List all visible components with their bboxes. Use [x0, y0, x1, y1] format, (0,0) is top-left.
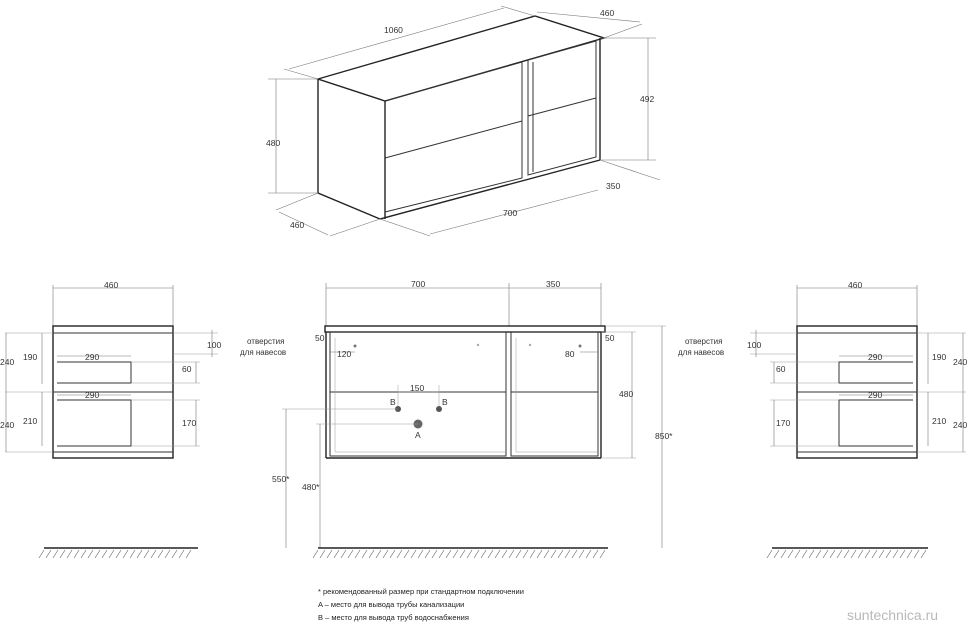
- floor-hatch: [369, 550, 374, 558]
- floor-hatch: [509, 550, 514, 558]
- floor-hatch: [53, 550, 58, 558]
- floor-hatch: [858, 550, 863, 558]
- floor-hatch: [914, 550, 919, 558]
- holes-label-right-1: отверстия: [685, 337, 723, 346]
- floor-hatch: [397, 550, 402, 558]
- floor-hatch: [530, 550, 535, 558]
- floor-hatch: [586, 550, 591, 558]
- iso-left-frame: [385, 62, 522, 212]
- floor-hatch: [879, 550, 884, 558]
- iso-top-surface: [318, 16, 604, 101]
- floor-hatch: [341, 550, 346, 558]
- right-drawer-bottom-label: 210: [932, 416, 947, 426]
- floor-hatch: [376, 550, 381, 558]
- front-w-small-label: 350: [546, 279, 561, 289]
- right-hole-offset: 100: [747, 340, 762, 350]
- floor-hatch: [823, 550, 828, 558]
- floor-hatch: [88, 550, 93, 558]
- right-hanging-hole: [579, 345, 582, 348]
- front-w-main-label: 700: [411, 279, 426, 289]
- floor-hatch: [502, 550, 507, 558]
- floor-hatch: [95, 550, 100, 558]
- floor-hatch: [900, 550, 905, 558]
- iso-front-main-label: 700: [503, 208, 518, 218]
- floor-hatch: [67, 550, 72, 558]
- left-inner-bottom-w: 290: [85, 390, 100, 400]
- floor-hatch: [123, 550, 128, 558]
- floor-hatch: [151, 550, 156, 558]
- iso-height-left-label: 480: [266, 138, 281, 148]
- front-d80: 80: [565, 349, 575, 359]
- floor-hatch: [781, 550, 786, 558]
- legend-line-1: * рекомендованный размер при стандартном подключении: [318, 587, 524, 596]
- floor-hatch: [767, 550, 772, 558]
- front-right-frame: [511, 332, 598, 456]
- floor-hatch: [544, 550, 549, 558]
- floor-hatch: [453, 550, 458, 558]
- floor-hatch: [886, 550, 891, 558]
- front-h480b: 480*: [302, 482, 320, 492]
- floor-hatch: [320, 550, 325, 558]
- floor-hatch: [802, 550, 807, 558]
- floor-hatch: [158, 550, 163, 558]
- floor-hatch: [165, 550, 170, 558]
- floor-hatch: [558, 550, 563, 558]
- floor-hatch: [46, 550, 51, 558]
- floor-hatch: [474, 550, 479, 558]
- left-inner-top-w: 290: [85, 352, 100, 362]
- floor-hatch: [327, 550, 332, 558]
- floor-hatch: [774, 550, 779, 558]
- floor-hatch: [74, 550, 79, 558]
- left-inner-bottom-h: 170: [182, 418, 197, 428]
- pipe-b-left-label: B: [390, 397, 396, 407]
- left-h-bottom-label: 240: [0, 420, 15, 430]
- front-h480: 480: [619, 389, 634, 399]
- front-h550: 550*: [272, 474, 290, 484]
- floor-hatch: [425, 550, 430, 558]
- floor-hatch: [383, 550, 388, 558]
- left-width-label: 460: [104, 280, 119, 290]
- holes-label-right-2: для навесов: [678, 348, 725, 357]
- floor-hatch: [600, 550, 605, 558]
- iso-width-label: 1060: [384, 25, 403, 35]
- floor-hatch: [39, 550, 44, 558]
- floor-hatch: [460, 550, 465, 558]
- floor-hatch: [907, 550, 912, 558]
- floor-hatch: [593, 550, 598, 558]
- left-hanging-hole: [354, 345, 357, 348]
- floor-hatch: [481, 550, 486, 558]
- floor-hatch: [565, 550, 570, 558]
- floor-hatch: [830, 550, 835, 558]
- right-inner-top-h: 60: [776, 364, 786, 374]
- floor-hatch: [116, 550, 121, 558]
- floor-hatch: [488, 550, 493, 558]
- floor-hatch: [186, 550, 191, 558]
- front-d120: 120: [337, 349, 352, 359]
- legend-line-3: B – место для вывода труб водоснабжения: [318, 613, 469, 622]
- watermark: suntechnica.ru: [847, 607, 939, 622]
- floor-hatch: [572, 550, 577, 558]
- floor-hatch: [872, 550, 877, 558]
- floor-hatch: [467, 550, 472, 558]
- floor-hatch: [865, 550, 870, 558]
- floor-hatch: [355, 550, 360, 558]
- floor-hatch: [144, 550, 149, 558]
- right-h-top-label: 240: [953, 357, 968, 367]
- left-hole-offset: 100: [207, 340, 222, 350]
- left-inner-top-h: 60: [182, 364, 192, 374]
- right-inner-bottom-h: 170: [776, 418, 791, 428]
- left-drawer-bottom-label: 210: [23, 416, 38, 426]
- floor-hatch: [137, 550, 142, 558]
- iso-height-right-label: 492: [640, 94, 655, 104]
- floor-hatch: [81, 550, 86, 558]
- front-top-slab: [325, 326, 605, 332]
- right-side-view: [747, 280, 967, 458]
- iso-left-side: [318, 79, 380, 219]
- floor-hatch: [432, 550, 437, 558]
- floor-hatch: [418, 550, 423, 558]
- floor-hatch: [179, 550, 184, 558]
- floor-hatch: [579, 550, 584, 558]
- holes-label-left-2: для навесов: [240, 348, 287, 357]
- pipe-a-label: A: [415, 430, 421, 440]
- right-inner-bottom-w: 290: [868, 390, 883, 400]
- floor-hatch: [439, 550, 444, 558]
- right-drawer-top-label: 190: [932, 352, 947, 362]
- iso-depth-top-label: 460: [600, 8, 615, 18]
- left-h-top-label: 240: [0, 357, 15, 367]
- front-d50-left: 50: [315, 333, 325, 343]
- legend: [318, 587, 524, 622]
- floor-hatch: [404, 550, 409, 558]
- right-inner-top-w: 290: [868, 352, 883, 362]
- floor-hatch: [390, 550, 395, 558]
- floor-hatch: [816, 550, 821, 558]
- floor-hatch: [809, 550, 814, 558]
- holes-label-left-1: отверстия: [247, 337, 285, 346]
- iso-front-small-label: 350: [606, 181, 621, 191]
- floor-hatch: [411, 550, 416, 558]
- floor-hatch: [348, 550, 353, 558]
- floor-hatch: [844, 550, 849, 558]
- floor-hatch: [516, 550, 521, 558]
- floor-hatch: [523, 550, 528, 558]
- iso-depth-left-label: 460: [290, 220, 305, 230]
- floor-hatch: [795, 550, 800, 558]
- iso-right-frame: [528, 41, 596, 175]
- floor-hatch: [172, 550, 177, 558]
- floor-hatch: [334, 550, 339, 558]
- floor-lines: [39, 548, 928, 558]
- right-width-label: 460: [848, 280, 863, 290]
- floor-hatch: [130, 550, 135, 558]
- floor-hatch: [921, 550, 926, 558]
- floor-hatch: [446, 550, 451, 558]
- floor-hatch: [893, 550, 898, 558]
- floor-hatch: [102, 550, 107, 558]
- isometric-view: [266, 6, 660, 236]
- front-d150: 150: [410, 383, 425, 393]
- floor-hatch: [362, 550, 367, 558]
- floor-hatch: [837, 550, 842, 558]
- floor-hatch: [851, 550, 856, 558]
- front-d50-right: 50: [605, 333, 615, 343]
- right-h-bottom-label: 240: [953, 420, 968, 430]
- floor-hatch: [313, 550, 318, 558]
- left-side-view: [0, 280, 221, 458]
- floor-hatch: [109, 550, 114, 558]
- floor-hatch: [495, 550, 500, 558]
- pipe-b-right-label: B: [442, 397, 448, 407]
- floor-hatch: [788, 550, 793, 558]
- legend-line-2: A – место для вывода трубы канализации: [318, 600, 465, 609]
- floor-hatch: [60, 550, 65, 558]
- left-drawer-top-label: 190: [23, 352, 38, 362]
- front-view: [240, 279, 724, 548]
- front-h850: 850*: [655, 431, 673, 441]
- floor-hatch: [537, 550, 542, 558]
- floor-hatch: [551, 550, 556, 558]
